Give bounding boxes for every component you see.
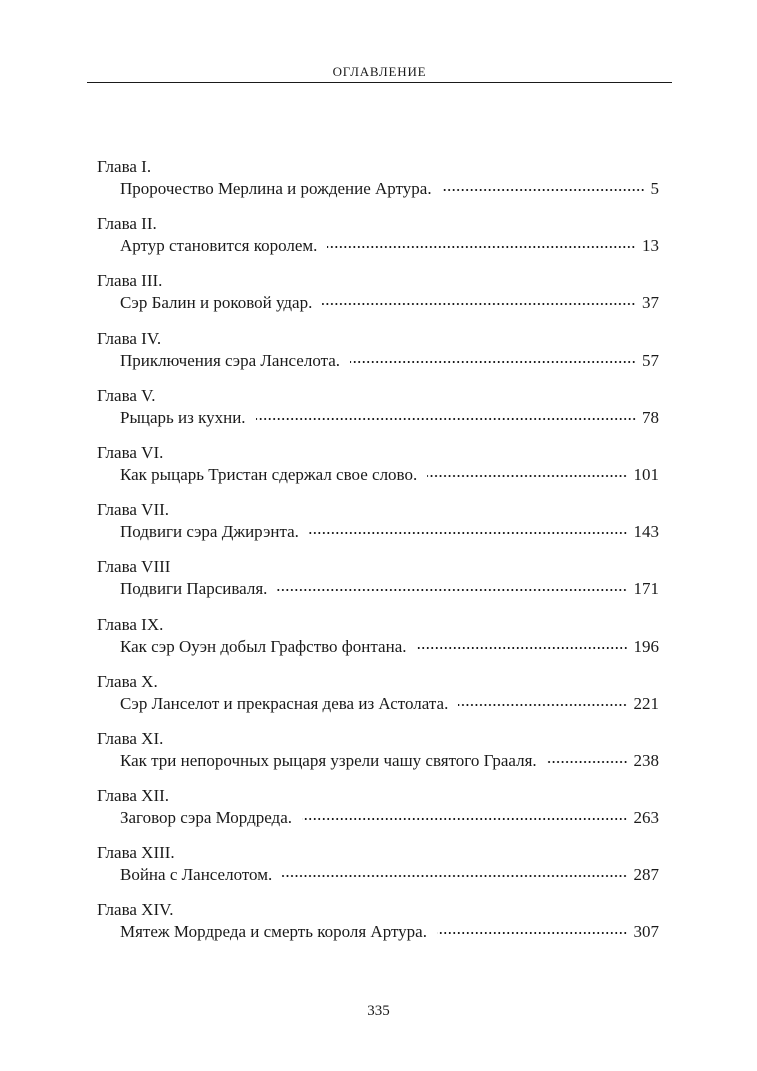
toc-title-line[interactable] [97,236,659,258]
toc-entry [97,557,659,614]
toc-title: Мятеж Мордреда и смерть короля Артура. [120,922,427,942]
toc-entry [97,386,659,443]
toc-chapter-label: Глава IV. [97,328,162,348]
toc-title-line[interactable] [97,351,659,373]
toc-entry [97,729,659,786]
toc-page-number: 57 [642,350,659,370]
dot-leader [458,704,627,706]
toc-title: Как три непорочных рыцаря узрели чашу святого Грааля. [120,750,537,770]
toc-page-number: 263 [633,808,659,828]
toc-title-line[interactable] [97,694,659,716]
toc-chapter-label: Глава IX. [97,614,164,634]
toc-page-number: 101 [633,464,659,484]
toc-page-number: 221 [633,693,659,713]
toc-chapter-label: Глава II. [97,214,157,234]
toc-page-number: 143 [633,522,659,542]
dot-leader [417,647,628,649]
toc-title: Война с Ланселотом. [120,865,273,885]
toc-title-line[interactable] [97,179,659,201]
toc-chapter-label: Глава VII. [97,500,170,520]
toc-title-line[interactable] [97,408,659,430]
toc-title: Заговор сэра Мордреда. [120,808,293,828]
toc-page-number: 287 [633,865,659,885]
dot-leader [256,418,636,420]
toc-title-line[interactable] [97,922,659,944]
header-rule [87,82,672,83]
toc-chapter-label: Глава III. [97,271,163,291]
toc-chapter-label: Глава VIII [97,557,171,577]
running-header: ОГЛАВЛЕНИЕ [332,64,427,79]
dot-leader [437,932,628,934]
toc-entry [97,843,659,900]
dot-leader [282,875,627,877]
toc-title: Артур становится королем. [120,236,318,256]
toc-title-line[interactable] [97,751,659,773]
toc-chapter-label: Глава V. [97,385,156,405]
toc-page-number: 5 [650,179,659,198]
toc-page-number: 78 [642,407,659,427]
toc-title: Как рыцарь Тристан сдержал свое слово. [120,464,418,484]
dot-leader [442,189,645,191]
toc-title-line[interactable] [97,865,659,887]
dot-leader [322,303,636,305]
toc-entry [97,271,659,328]
toc-entry [97,500,659,557]
toc-title: Сэр Балин и роковой удар. [120,293,313,313]
dot-leader [302,818,627,820]
toc-title: Пророчество Мерлина и рождение Артура. [120,179,432,198]
toc-title: Подвиги сэра Джирэнта. [120,522,299,542]
page-number: 335 [367,1003,390,1019]
toc-chapter-label: Глава XI. [97,728,164,748]
toc-page-number: 171 [633,579,659,599]
dot-leader [277,589,627,591]
toc-title: Рыцарь из кухни. [120,407,246,427]
toc-title: Подвиги Парсиваля. [120,579,268,599]
toc-page-number: 37 [642,293,659,313]
toc-page-number: 13 [642,236,659,256]
toc-title: Сэр Ланселот и прекрасная дева из Астолата. [120,693,449,713]
toc-title-line[interactable] [97,465,659,487]
toc-title: Приключения сэра Ланселота. [120,350,341,370]
toc-chapter-label: Глава XIII. [97,843,175,863]
toc-page-number: 238 [633,750,659,770]
table-of-contents [97,157,659,958]
toc-entry [97,672,659,729]
dot-leader [350,361,636,363]
toc-entry [97,157,659,214]
dot-leader [327,246,636,248]
toc-entry [97,615,659,672]
toc-title-line[interactable] [97,637,659,659]
toc-entry [97,214,659,271]
toc-chapter-label: Глава XIV. [97,900,174,920]
toc-title-line[interactable] [97,808,659,830]
toc-chapter-label: Глава XII. [97,786,170,806]
toc-chapter-label: Глава X. [97,671,158,691]
dot-leader [427,475,627,477]
toc-chapter-label: Глава VI. [97,442,164,462]
toc-page-number: 307 [633,922,659,942]
toc-title: Как сэр Оуэн добыл Графство фонтана. [120,636,407,656]
toc-entry [97,786,659,843]
toc-title-line[interactable] [97,293,659,315]
toc-chapter-label: Глава I. [97,157,152,176]
toc-page-number: 196 [633,636,659,656]
toc-entry [97,329,659,386]
dot-leader [547,761,628,763]
toc-title-line[interactable] [97,579,659,601]
toc-entry [97,900,659,957]
toc-entry [97,443,659,500]
dot-leader [309,532,628,534]
toc-title-line[interactable] [97,522,659,544]
